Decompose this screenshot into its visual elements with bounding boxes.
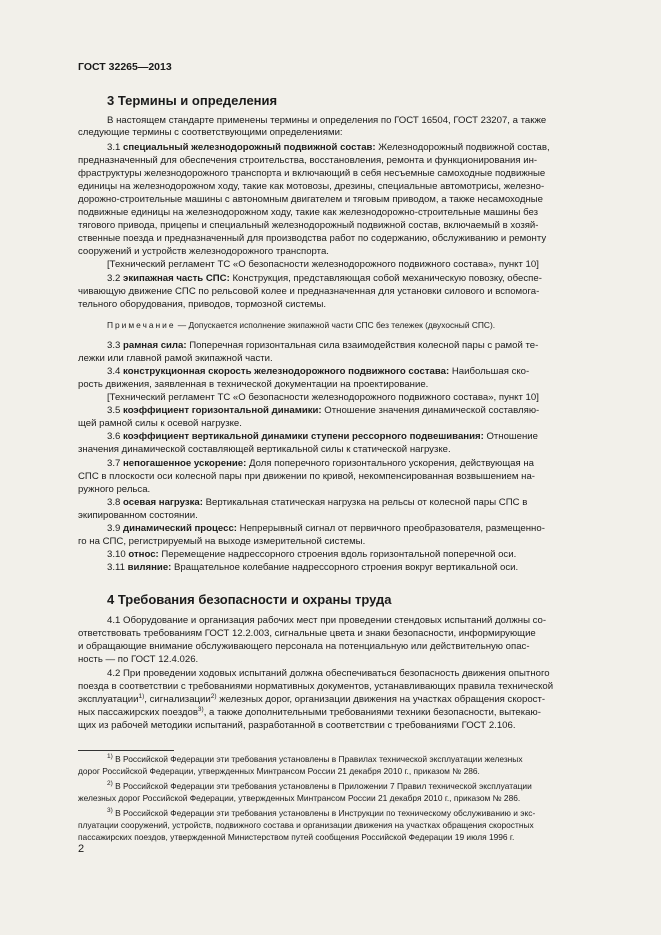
term-line: тягового привода, прицепы и специальный железнодорожный подвижной состав, включаемый в хозяй- [78, 220, 539, 231]
section-4-heading: 4 Требования безопасности и охраны труда [107, 592, 392, 607]
page-number: 2 [78, 843, 85, 855]
term-name: виляние: [127, 562, 172, 573]
footnote-3: $^{3)}$ В Российской Федерации эти требования установлены в Инструкции по техническому обслуживанию и экс- [107, 807, 536, 818]
term-line: чивающую движение СПС по рельсовой колее и предназначенная для установки силового и вспомога- [78, 286, 540, 297]
term-line: тельного оборудования, приводов, тормозной системы. [78, 299, 327, 310]
reference: [Технический регламент ТС «О безопасности железнодорожного подвижного состава», пункт 10] [107, 392, 539, 403]
paragraph-4-1-line: ность — по ГОСТ 12.4.026. [78, 654, 199, 665]
term-3-10: 3.10 относ: Перемещение надрессорного строения вдоль горизонтальной поперечной оси. [107, 549, 517, 560]
paragraph-4-2-line: 4.2 При проведении ходовых испытаний должна обеспечиваться безопасность движения опытного [107, 668, 550, 679]
term-name: конструкционная скорость железнодорожного подвижного состава: [123, 366, 450, 377]
footnote-ref: 1) [138, 692, 145, 700]
term-3-3: 3.3 рамная сила: Поперечная горизонтальная сила взаимодействия колесной пары с рамой те- [107, 340, 539, 351]
term-3-11: 3.11 виляние: Вращательное колебание надрессорного строения вокруг вертикальной оси. [107, 562, 519, 573]
term-line: рость движения, заявленная в технической документации на проектирование. [78, 379, 429, 390]
section-3-heading: 3 Термины и определения [107, 93, 278, 108]
term-3-6: 3.6 коэффициент вертикальной динамики ступени рессорного подвешивания: Отношение [107, 431, 538, 442]
term-name: осевая нагрузка: [123, 497, 203, 508]
term-name: коэффициент горизонтальной динамики: [123, 405, 322, 416]
term-line: сооружений и устройств железнодорожного транспорта. [78, 246, 329, 257]
paragraph-4-1-line: 4.1 Оборудование и организация рабочих мест при проведении стендовых испытаний должны со- [107, 615, 547, 626]
term-line: экипированном состоянии. [78, 510, 198, 521]
paragraph-4-1-line: и обращающие внимание обслуживающего персонала на потенциальную или действительную опас- [78, 641, 530, 652]
paragraph-4-2-line: щих из рабочей методики испытаний, разработанной в соответствии с требованиями ГОСТ 2.106. [78, 720, 516, 731]
term-line: фраструктуры железнодорожного транспорта и включающий в себя несъемные самоходные подвижные [78, 168, 546, 179]
term-3-5: 3.5 коэффициент горизонтальной динамики: Отношение значения динамической составляю- [107, 405, 540, 416]
term-name: рамная сила: [123, 340, 187, 351]
document-code-header: ГОСТ 32265—2013 [78, 61, 172, 73]
footnote-line: пассажирских поездов, утвержденной Министерством путей сообщения Российской Федерации 19 июля 1996 г. [78, 832, 515, 842]
footnote-ref: 3) [197, 705, 204, 713]
term-3-7: 3.7 непогашенное ускорение: Доля поперечного горизонтального ускорения, действующая на [107, 458, 534, 469]
term-name: коэффициент вертикальной динамики ступени рессорного подвешивания: [123, 431, 484, 442]
term-line: щей рамной силы к осевой нагрузке. [78, 418, 242, 429]
paragraph-4-1-line: ответствовать требованиям ГОСТ 12.2.003, сигнальные цвета и знаки безопасности, информирующие [78, 628, 536, 639]
footnote-1: $^{1)}$ В Российской Федерации эти требования установлены в Правилах технической эксплуатации железных [107, 753, 523, 764]
footnote-line: дорог Российской Федерации, утвержденных Минтрансом России 21 декабря 2010 г., приказом № 286. [78, 766, 480, 776]
term-3-1: 3.1 специальный железнодорожный подвижной состав: Железнодорожный подвижной состав, [107, 142, 550, 153]
term-3-2: 3.2 экипажная часть СПС: Конструкция, представляющая собой механическую повозку, обеспе- [107, 273, 542, 284]
term-name: относ: [128, 549, 159, 560]
term-name: специальный железнодорожный подвижной состав: [123, 142, 376, 153]
term-line: ружного рельса. [78, 484, 151, 495]
term-name: динамический процесс: [123, 523, 237, 534]
term-line: лежки или главной рамой экипажной части. [78, 353, 273, 364]
term-line: го на СПС, регистрируемый на выходе измерительной системы. [78, 536, 366, 547]
term-line: дорожно-строительные машины с автономным двигателем и тяговым приводом, а также несамоходные [78, 194, 543, 205]
intro-line: следующие термины с соответствующими определениями: [78, 127, 343, 138]
footnote-line: железных дорог Российской Федерации, утвержденных Минтрансом России 21 декабря 2010 г., приказом № 286. [78, 793, 521, 803]
paragraph-4-2-line: ных пассажирских поездов$^{3)}$, а также дополнительными требованиями техники безопасности, вытекаю- [78, 705, 541, 718]
intro-line: В настоящем стандарте применены термины и определения по ГОСТ 16504, ГОСТ 23207, а также [107, 115, 547, 126]
term-line: предназначенный для обеспечения строительства, восстановления, ремонта и функционирования ин- [78, 155, 538, 166]
term-name: непогашенное ускорение: [123, 458, 247, 469]
note: Примечание — Допускается исполнение экипажной части СПС без тележек (двухосный СПС). [107, 320, 496, 330]
term-line: ственные поезда и предназначенный для производства работ по содержанию, обслуживанию и ремонту [78, 233, 547, 244]
term-line: подвижные единицы на железнодорожном ходу, такие как железнодорожно-строительные машины без [78, 207, 539, 218]
footnote-divider [78, 750, 174, 751]
footnote-2: $^{2)}$ В Российской Федерации эти требования установлены в Приложении 7 Правил технической эксплуатации [107, 780, 532, 791]
footnote-ref: 2) [210, 692, 217, 700]
term-line: значения динамической составляющей вертикальной силы к статической нагрузке. [78, 444, 451, 455]
note-label: Примечание [107, 320, 176, 330]
paragraph-4-2-line: эксплуатации$^{1)}$, сигнализации$^{2)}$ железных дорог, организации движения на участках обращения скорост- [78, 692, 546, 705]
term-3-8: 3.8 осевая нагрузка: Вертикальная статическая нагрузка на рельсы от колесной пары СПС в [107, 497, 528, 508]
paragraph-4-2-line: поезда в соответствии с требованиями нормативных документов, устанавливающих правила технической [78, 681, 554, 692]
term-line: СПС в плоскости оси колесной пары при движении по кривой, некомпенсированная возвышением на- [78, 471, 535, 482]
footnote-line: плуатации сооружений, устройств, подвижного состава и организации движения на участках обращения скоростных [78, 820, 534, 830]
term-name: экипажная часть СПС: [123, 273, 230, 284]
term-3-9: 3.9 динамический процесс: Непрерывный сигнал от первичного преобразователя, размещенно- [107, 523, 545, 534]
term-3-4: 3.4 конструкционная скорость железнодорожного подвижного состава: Наибольшая ско- [107, 366, 530, 377]
reference: [Технический регламент ТС «О безопасности железнодорожного подвижного состава», пункт 10] [107, 259, 539, 270]
term-line: единицы на железнодорожном ходу, такие как мотовозы, дрезины, специальные автомотрисы, железно- [78, 181, 545, 192]
